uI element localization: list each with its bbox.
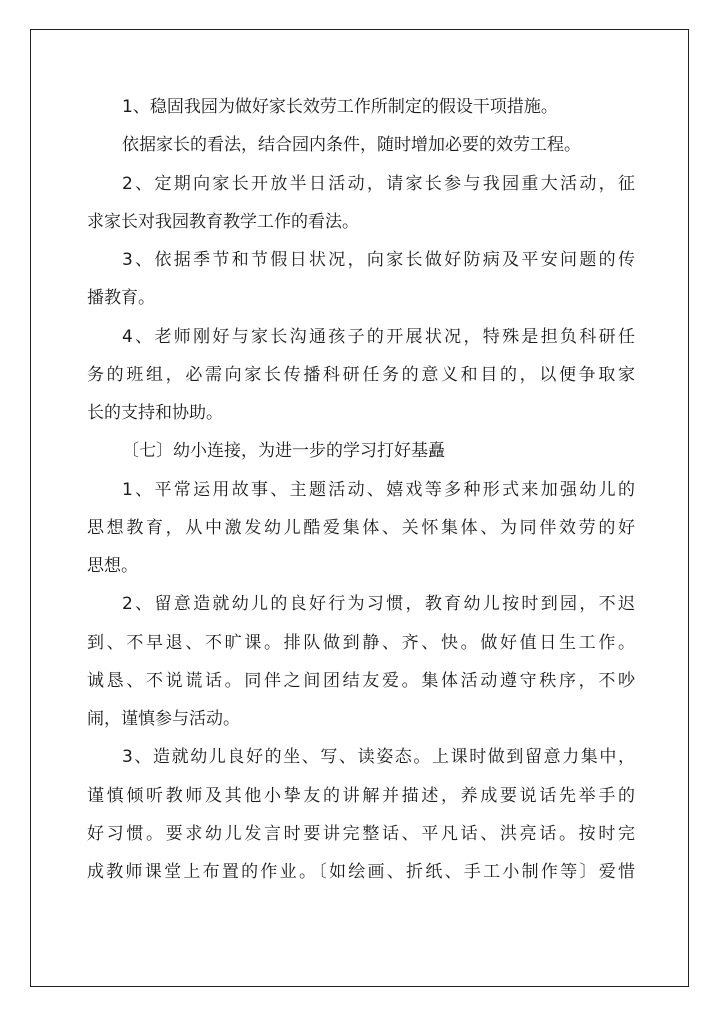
- text-line: 1、稳固我园为做好家长效劳工作所制定的假设干项措施。: [122, 97, 558, 117]
- text-line: 2、定期向家长开放半日活动，请家长参与我园重大活动，征: [122, 173, 635, 194]
- text-line: 到、不早退、不旷课。排队做到静、齐、快。做好值日生工作。: [87, 632, 635, 653]
- text-line: 1、平常运用故事、主题活动、嬉戏等多种形式来加强幼儿的: [122, 479, 635, 500]
- section-heading: 〔七〕幼小连接，为进一步的学习打好基矗: [122, 441, 445, 462]
- text-line: 务的班组，必需向家长传播科研任务的意义和目的，以便争取家: [87, 364, 635, 385]
- document-body: [87, 88, 635, 891]
- text-line: 闹，谨慎参与活动。: [87, 709, 240, 729]
- text-line: 思想。: [87, 556, 138, 576]
- text-line: 3、造就幼儿良好的坐、写、读姿态。上课时做到留意力集中，: [122, 747, 635, 768]
- text-line: 3、依据季节和节假日状况，向家长做好防病及平安问题的传: [122, 250, 635, 270]
- text-line: 思想教育，从中激发幼儿酷爱集体、关怀集体、为同伴效劳的好: [87, 517, 635, 538]
- text-line: 播教育。: [87, 288, 155, 309]
- text-line: 成教师课堂上布置的作业。〔如绘画、折纸、手工小制作等〕爱惜: [87, 862, 635, 882]
- text-line: 诚恳、不说谎话。同伴之间团结友爱。集体活动遵守秩序，不吵: [87, 670, 635, 691]
- text-line: 长的支持和协助。: [87, 403, 223, 423]
- text-line: 依据家长的看法，结合园内条件，随时增加必要的效劳工程。: [122, 135, 581, 156]
- text-line: 谨慎倾听教师及其他小挚友的讲解并描述，养成要说话先举手的: [87, 785, 635, 806]
- text-line: 4、老师刚好与家长沟通孩子的开展状况，特殊是担负科研任: [122, 326, 635, 347]
- text-line: 求家长对我园教育教学工作的看法。: [87, 211, 359, 232]
- text-line: 好习惯。要求幼儿发言时要讲完整话、平凡话、洪亮话。按时完: [87, 823, 635, 844]
- text-line: 2、留意造就幼儿的良好行为习惯，教育幼儿按时到园，不迟: [122, 594, 635, 615]
